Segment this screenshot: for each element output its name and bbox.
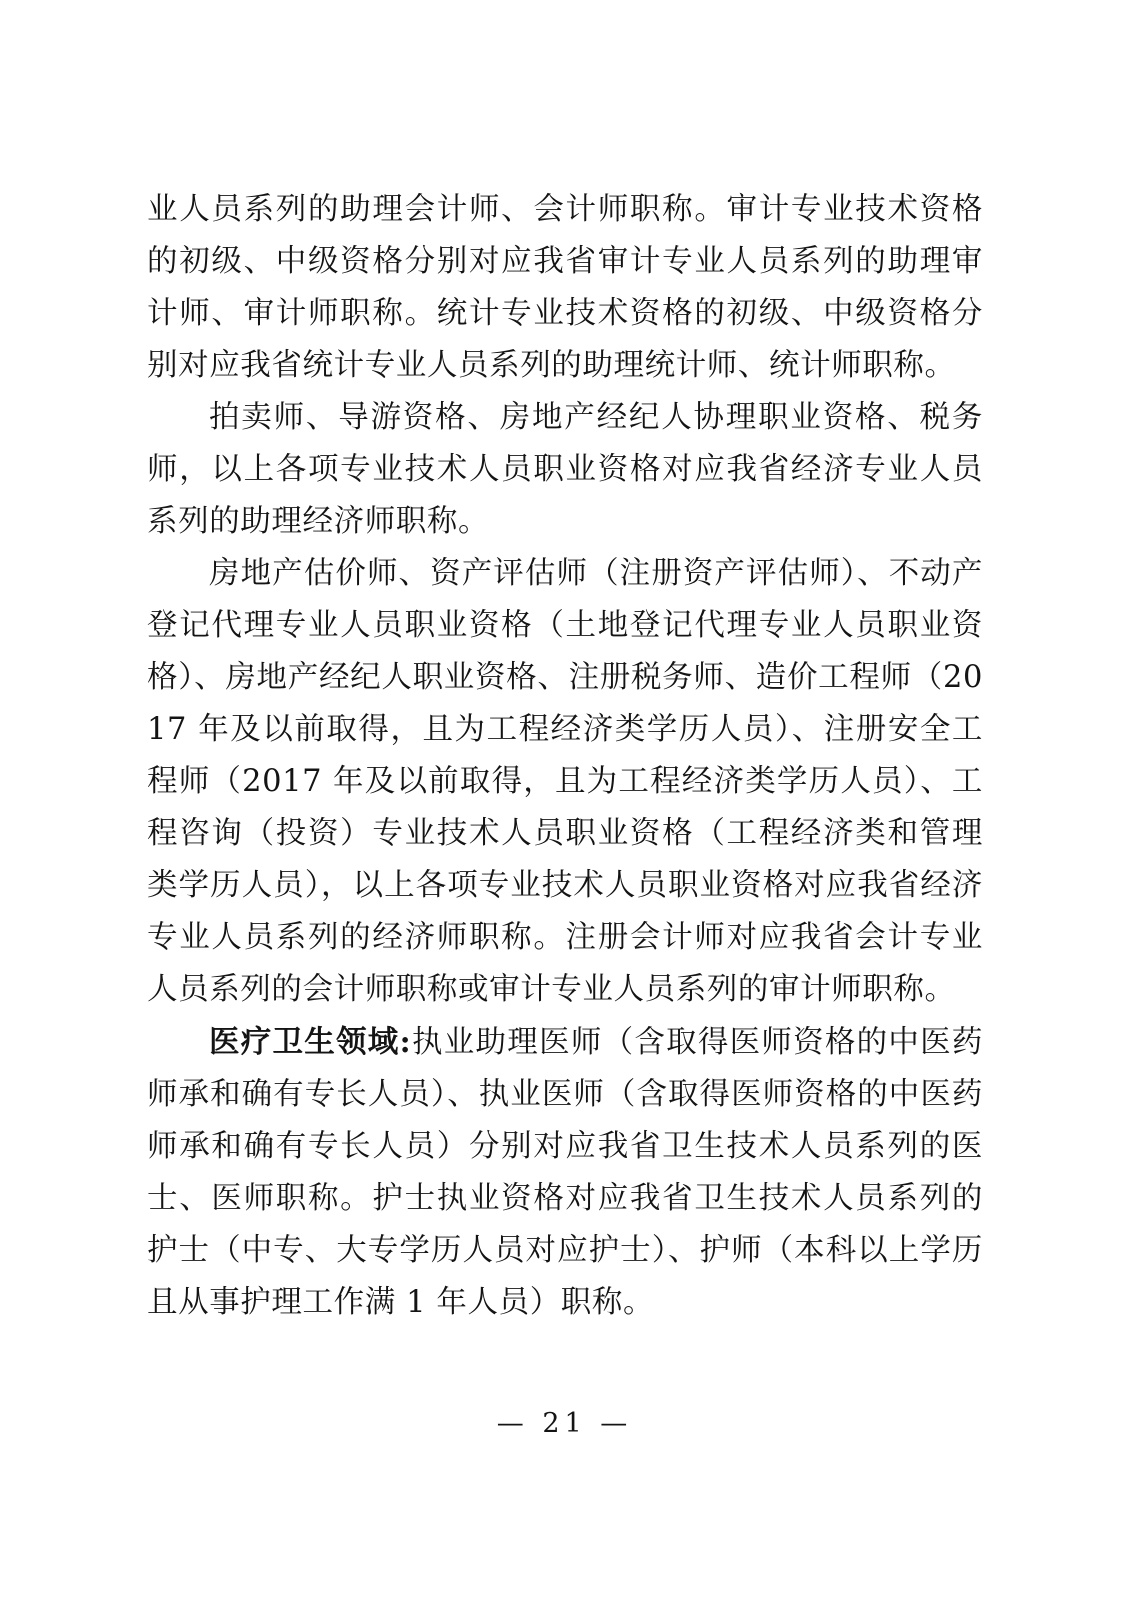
paragraph-medical-health: [147, 1016, 983, 1329]
paragraph-accounting-audit-statistics: 业人员系列的助理会计师、会计师职称。审计专业技术资格的初级、中级资格分别对应我省审计专业人员系列的助理审计师、审计师职称。统计专业技术资格的初级、中级资格分别对应我省统计专业人员系列的助理统计师、统计师职称。: [147, 192, 983, 383]
paragraph-assistant-economist: 拍卖师、导游资格、房地产经纪人协理职业资格、税务师，以上各项专业技术人员职业资格对应我省经济专业人员系列的助理经济师职称。: [147, 400, 983, 539]
document-body: [147, 184, 983, 1329]
paragraph-medical-health-text: 执业助理医师（含取得医师资格的中医药师承和确有专长人员）、执业医师（含取得医师资格的中医药师承和确有专长人员）分别对应我省卫生技术人员系列的医士、医师职称。护士执业资格对应我省卫生技术人员系列的护士（中专、大专学历人员对应护士）、护师（本科以上学历且从事护理工作满 1 年人员）职称。: [147, 1025, 983, 1320]
paragraph-economist: 房地产估价师、资产评估师（注册资产评估师）、不动产登记代理专业人员职业资格（土地登记代理专业人员职业资格）、房地产经纪人职业资格、注册税务师、造价工程师（2017 年及以前取得，且为工程经济类学历人员）、注册安全工程师（2017 年及以前取得，且为工程经济类学历人员）、工程咨询（投资）专业技术人员职业资格（工程经济类和管理类学历人员），以上各项专业技术人员职业资格对应我省经济专业人员系列的经济师职称。注册会计师对应我省会计专业人员系列的会计师职称或审计专业人员系列的审计师职称。: [147, 556, 983, 1007]
paragraph-medical-health-lead: 医疗卫生领域:: [209, 1024, 412, 1060]
page-number: — 21 —: [496, 1408, 633, 1439]
